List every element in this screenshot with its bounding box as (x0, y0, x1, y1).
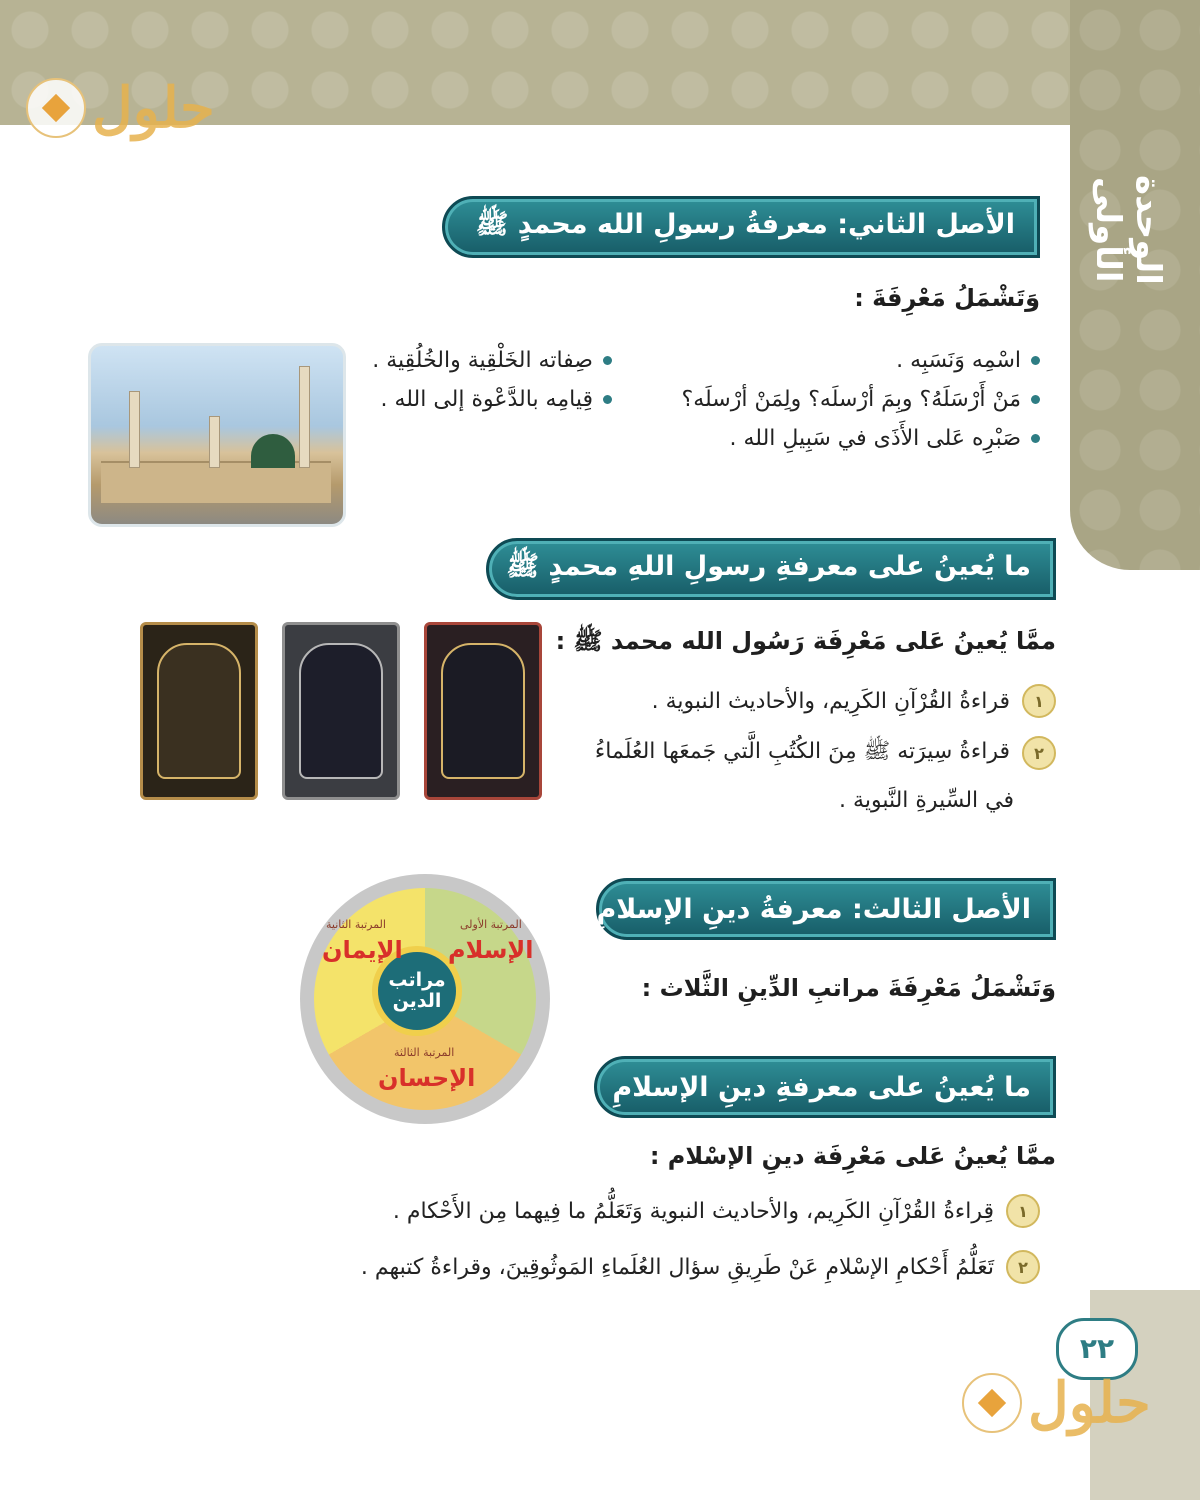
watermark-logo-top (26, 75, 215, 141)
list-item: ٢ تَعَلُّمُ أَحْكامِ الإسْلامِ عَنْ طَرِيقِ سؤال العُلَماءِ المَوثُوقِينَ، وقراءةُ كتبهم . (361, 1250, 1040, 1284)
bullet-list-left (372, 348, 612, 412)
bullet-dot-icon (1031, 356, 1040, 365)
page-number: ٢٢ (1056, 1318, 1138, 1380)
book-cover-muslim (282, 622, 400, 800)
logo-icon (962, 1373, 1022, 1433)
number-badge: ١ (1006, 1194, 1040, 1228)
number-badge: ٢ (1022, 736, 1056, 770)
section-title-banner: ما يُعينُ على معرفةِ رسولِ اللهِ محمدٍ ﷺ (486, 538, 1056, 600)
bullet-dot-icon (603, 356, 612, 365)
rank-label-ihsan: الإحسان (378, 1064, 476, 1092)
bullet-dot-icon (1031, 395, 1040, 404)
mosque-photo (88, 343, 346, 527)
list-item: ١ قراءةُ القُرْآنِ الكَرِيم، والأحاديث النبوية . (595, 684, 1056, 718)
numbered-list (595, 684, 1056, 813)
section-title-banner: الأصل الثالث: معرفةُ دينِ الإسلامِ (596, 878, 1056, 940)
rank-sub-label: المرتبة الثالثة (394, 1046, 455, 1059)
rank-sub-label: المرتبة الثانية (326, 918, 386, 931)
unit-label: الوحدة الأولى (1088, 175, 1168, 285)
rank-sub-label: المرتبة الأولى (460, 918, 522, 931)
list-item: ١ قِراءةُ القُرْآنِ الكَرِيم، والأحاديث النبوية وَتَعَلُّمُ ما فِيهما مِن الأَحْكام . (361, 1194, 1040, 1228)
watermark-logo-bottom (962, 1370, 1151, 1436)
religion-ranks-wheel (300, 874, 550, 1124)
list-item: صَبْرِه عَلى الأَذَى في سَبِيلِ الله . (682, 426, 1040, 451)
list-item: مَنْ أَرْسَلَهُ؟ وبِمَ أرْسلَه؟ ولِمَنْ أرْسلَه؟ (682, 387, 1040, 412)
bullet-list-right (682, 348, 1040, 451)
wheel-hub: مراتب الدين (372, 946, 462, 1036)
bullet-dot-icon (603, 395, 612, 404)
watermark-text: حلول (92, 75, 215, 141)
book-cover-bukhari (424, 622, 542, 800)
section-intro: ممَّا يُعينُ عَلى مَعْرِفَة دينِ الإسْلام : (649, 1142, 1056, 1170)
section-title-banner: الأصل الثاني: معرفةُ رسولِ الله محمدٍ ﷺ (442, 196, 1040, 258)
watermark-text: حلول (1028, 1370, 1151, 1436)
section-intro: وَتَشْمَلُ مَعْرِفَةَ : (854, 284, 1040, 312)
bullet-dot-icon (1031, 434, 1040, 443)
numbered-list (361, 1194, 1040, 1284)
rank-label-islam: الإسلام (448, 936, 534, 964)
section-title-banner: ما يُعينُ على معرفةِ دينِ الإسلامِ (594, 1056, 1056, 1118)
list-item-continuation: في السِّيرةِ النَّبوية . (839, 788, 1014, 813)
list-item: صِفاته الخَلْقِية والخُلُقِية . (372, 348, 612, 373)
number-badge: ١ (1022, 684, 1056, 718)
list-item: اسْمِه وَنَسَبِه . (682, 348, 1040, 373)
rank-label-iman: الإيمان (322, 936, 403, 964)
list-item: ٢ قراءةُ سِيرَته ﷺ مِنَ الكُتُبِ الَّتي جَمعَها العُلَماءُ (595, 736, 1056, 770)
number-badge: ٢ (1006, 1250, 1040, 1284)
side-unit-band (1070, 0, 1200, 570)
logo-icon (26, 78, 86, 138)
list-item: قِيامِه بالدَّعْوة إلى الله . (372, 387, 612, 412)
section-intro: وَتَشْمَلُ مَعْرِفَةَ مراتبِ الدِّينِ الثَّلاث : (641, 974, 1056, 1002)
section-intro: ممَّا يُعينُ عَلى مَعْرِفَة رَسُول الله محمد ﷺ : (555, 627, 1056, 655)
book-cover-sirah (140, 622, 258, 800)
